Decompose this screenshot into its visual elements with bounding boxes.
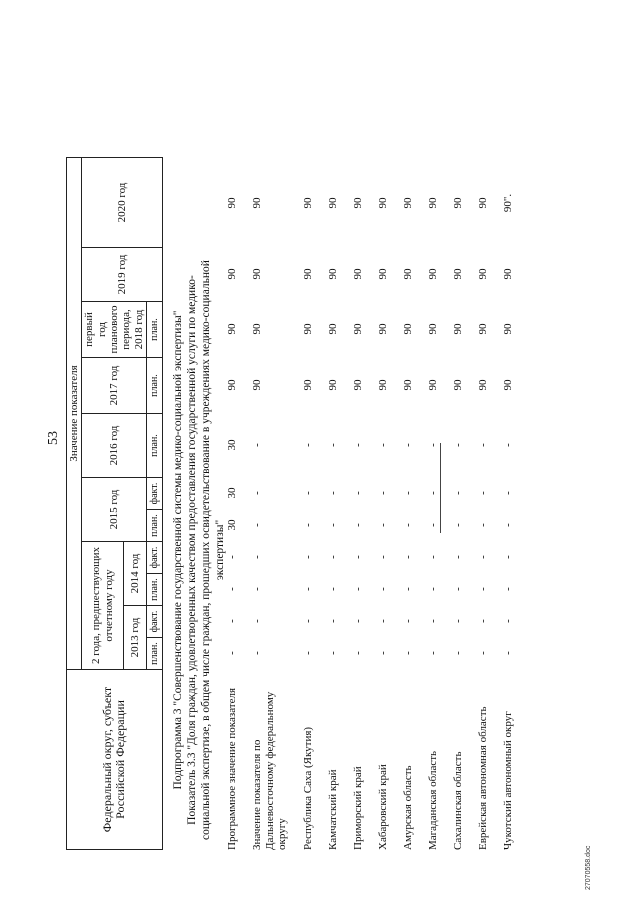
cell-value: -	[402, 651, 414, 655]
cell-value: -	[302, 651, 314, 655]
cell-value: -	[226, 587, 238, 591]
cell-value: -	[477, 619, 489, 623]
separator-line	[440, 443, 441, 533]
indicator-title: Показатель 3.3 "Доля граждан, удовлетворенных качеством предоставления государственной услуги по медико-социальной экспертизе, в общем числе граждан, прошедших освидетельствование в учреждениях медико-социальной экспертизы"	[186, 260, 226, 840]
region-name: Хабаровский край	[377, 764, 389, 850]
region-name: Республика Саха (Якутия)	[302, 726, 314, 850]
subprogram-title: Подпрограмма 3 "Совершенствование государственной системы медико-социальной экспертизы"	[172, 310, 184, 790]
header-2013: 2013 год	[123, 606, 146, 670]
cell-value: 90	[377, 323, 389, 335]
cell-value: -	[251, 491, 263, 495]
cell-value: 90	[327, 323, 339, 335]
cell-value: 90	[302, 268, 314, 280]
cell-value: -	[352, 491, 364, 495]
cell-value: -	[226, 619, 238, 623]
header-plan: план.	[146, 510, 162, 542]
cell-value: 90	[352, 323, 364, 335]
cell-value: 90	[452, 268, 464, 280]
cell-value: 90	[427, 323, 439, 335]
cell-value: -	[427, 443, 439, 447]
cell-value: 90	[226, 379, 238, 391]
cell-value: -	[452, 587, 464, 591]
region-name: Чукотский автономный округ	[502, 711, 514, 850]
header-plan: план.	[146, 358, 162, 414]
cell-value: -	[477, 443, 489, 447]
header-2020: 2020 год	[82, 158, 163, 248]
cell-value: 90	[452, 323, 464, 335]
cell-value: -	[477, 555, 489, 559]
cell-value: 90	[302, 197, 314, 209]
cell-value: -	[226, 555, 238, 559]
cell-value: -	[427, 523, 439, 527]
indicator-table-header	[66, 157, 163, 850]
cell-value: -	[327, 491, 339, 495]
cell-value: -	[502, 443, 514, 447]
cell-value: -	[427, 651, 439, 655]
cell-value: -	[402, 523, 414, 527]
cell-value: -	[452, 555, 464, 559]
header-2019: 2019 год	[82, 248, 163, 302]
cell-value: 90	[402, 268, 414, 280]
cell-value: -	[402, 443, 414, 447]
cell-value: 90	[477, 379, 489, 391]
cell-value: -	[327, 555, 339, 559]
region-name: Сахалинская область	[452, 751, 464, 850]
cell-value: 90	[452, 197, 464, 209]
cell-value: -	[352, 587, 364, 591]
cell-value: -	[427, 555, 439, 559]
cell-value: -	[352, 443, 364, 447]
header-fact: факт.	[146, 606, 162, 638]
region-name: Программное значение показателя	[226, 687, 238, 850]
cell-value: -	[452, 443, 464, 447]
cell-value: -	[402, 587, 414, 591]
cell-value: 90	[226, 197, 238, 209]
cell-value: 30	[226, 519, 238, 531]
cell-value: 90	[477, 197, 489, 209]
cell-value: -	[352, 523, 364, 527]
cell-value: 90	[327, 268, 339, 280]
cell-value: 90".	[502, 193, 514, 213]
cell-value: -	[402, 619, 414, 623]
cell-value: -	[352, 619, 364, 623]
cell-value: -	[377, 523, 389, 527]
cell-value: 90	[251, 197, 263, 209]
cell-value: -	[327, 587, 339, 591]
cell-value: -	[377, 619, 389, 623]
cell-value: -	[477, 651, 489, 655]
cell-value: 90	[302, 379, 314, 391]
cell-value: -	[452, 491, 464, 495]
cell-value: -	[502, 587, 514, 591]
cell-value: 90	[452, 379, 464, 391]
cell-value: 90	[477, 268, 489, 280]
cell-value: 90	[502, 379, 514, 391]
cell-value: -	[377, 443, 389, 447]
cell-value: -	[477, 523, 489, 527]
cell-value: -	[452, 651, 464, 655]
cell-value: -	[226, 651, 238, 655]
cell-value: 90	[352, 268, 364, 280]
cell-value: -	[251, 555, 263, 559]
cell-value: -	[327, 651, 339, 655]
cell-value: 90	[251, 268, 263, 280]
header-plan: план.	[146, 574, 162, 606]
cell-value: 90	[427, 379, 439, 391]
cell-value: -	[352, 651, 364, 655]
cell-value: -	[377, 491, 389, 495]
header-2016: 2016 год	[82, 414, 147, 478]
cell-value: 90	[377, 268, 389, 280]
header-plan: план.	[146, 638, 162, 670]
cell-value: 90	[502, 268, 514, 280]
cell-value: -	[402, 491, 414, 495]
cell-value: 90	[427, 197, 439, 209]
cell-value: -	[251, 619, 263, 623]
region-name: Приморский край	[352, 766, 364, 850]
cell-value: 30	[226, 439, 238, 451]
cell-value: 90	[251, 379, 263, 391]
cell-value: 90	[377, 197, 389, 209]
cell-value: 90	[352, 197, 364, 209]
header-2018: первый год планового периода, 2018 год	[82, 302, 147, 358]
cell-value: 90	[226, 268, 238, 280]
cell-value: -	[452, 619, 464, 623]
cell-value: 90	[402, 197, 414, 209]
cell-value: -	[502, 523, 514, 527]
region-name: Камчатский край	[327, 769, 339, 850]
cell-value: 90	[327, 197, 339, 209]
cell-value: 90	[251, 323, 263, 335]
header-region: Федеральный округ, субъект Российской Федерации	[67, 670, 163, 850]
cell-value: -	[452, 523, 464, 527]
region-name: Амурская область	[402, 765, 414, 850]
cell-value: -	[302, 587, 314, 591]
header-plan: план.	[146, 302, 162, 358]
cell-value: -	[427, 619, 439, 623]
header-fact: факт.	[146, 478, 162, 510]
header-fact: факт.	[146, 542, 162, 574]
cell-value: 90	[402, 379, 414, 391]
file-footer: 27070558.doc	[585, 845, 592, 890]
cell-value: -	[502, 491, 514, 495]
page-number: 53	[46, 431, 61, 445]
cell-value: -	[352, 555, 364, 559]
header-plan: план.	[146, 414, 162, 478]
cell-value: 90	[502, 323, 514, 335]
cell-value: -	[502, 619, 514, 623]
cell-value: -	[502, 555, 514, 559]
cell-value: -	[477, 587, 489, 591]
cell-value: -	[377, 587, 389, 591]
cell-value: -	[402, 555, 414, 559]
cell-value: -	[327, 443, 339, 447]
header-2017: 2017 год	[82, 358, 147, 414]
cell-value: 90	[327, 379, 339, 391]
header-2015: 2015 год	[82, 478, 147, 542]
header-prev-two-years: 2 года, предшествующих отчетному году	[82, 542, 124, 670]
cell-value: 90	[477, 323, 489, 335]
cell-value: -	[251, 651, 263, 655]
cell-value: 30	[226, 487, 238, 499]
region-name: Еврейская автономная область	[477, 706, 489, 850]
cell-value: -	[302, 443, 314, 447]
cell-value: 90	[352, 379, 364, 391]
cell-value: 90	[427, 268, 439, 280]
cell-value: -	[427, 491, 439, 495]
region-name: Магаданская область	[427, 750, 439, 850]
cell-value: -	[302, 619, 314, 623]
rotated-page	[40, 60, 600, 890]
cell-value: -	[327, 619, 339, 623]
cell-value: 90	[226, 323, 238, 335]
cell-value: 90	[402, 323, 414, 335]
cell-value: -	[327, 523, 339, 527]
cell-value: -	[302, 523, 314, 527]
cell-value: -	[427, 587, 439, 591]
region-name: Значение показателя по Дальневосточному федеральному округу	[251, 691, 289, 850]
cell-value: -	[251, 443, 263, 447]
cell-value: 90	[302, 323, 314, 335]
header-value-group: Значение показателя	[67, 158, 82, 670]
cell-value: -	[302, 491, 314, 495]
cell-value: -	[477, 491, 489, 495]
cell-value: -	[251, 587, 263, 591]
cell-value: -	[302, 555, 314, 559]
cell-value: 90	[377, 379, 389, 391]
header-2014: 2014 год	[123, 542, 146, 606]
cell-value: -	[377, 555, 389, 559]
cell-value: -	[502, 651, 514, 655]
cell-value: -	[377, 651, 389, 655]
cell-value: -	[251, 523, 263, 527]
